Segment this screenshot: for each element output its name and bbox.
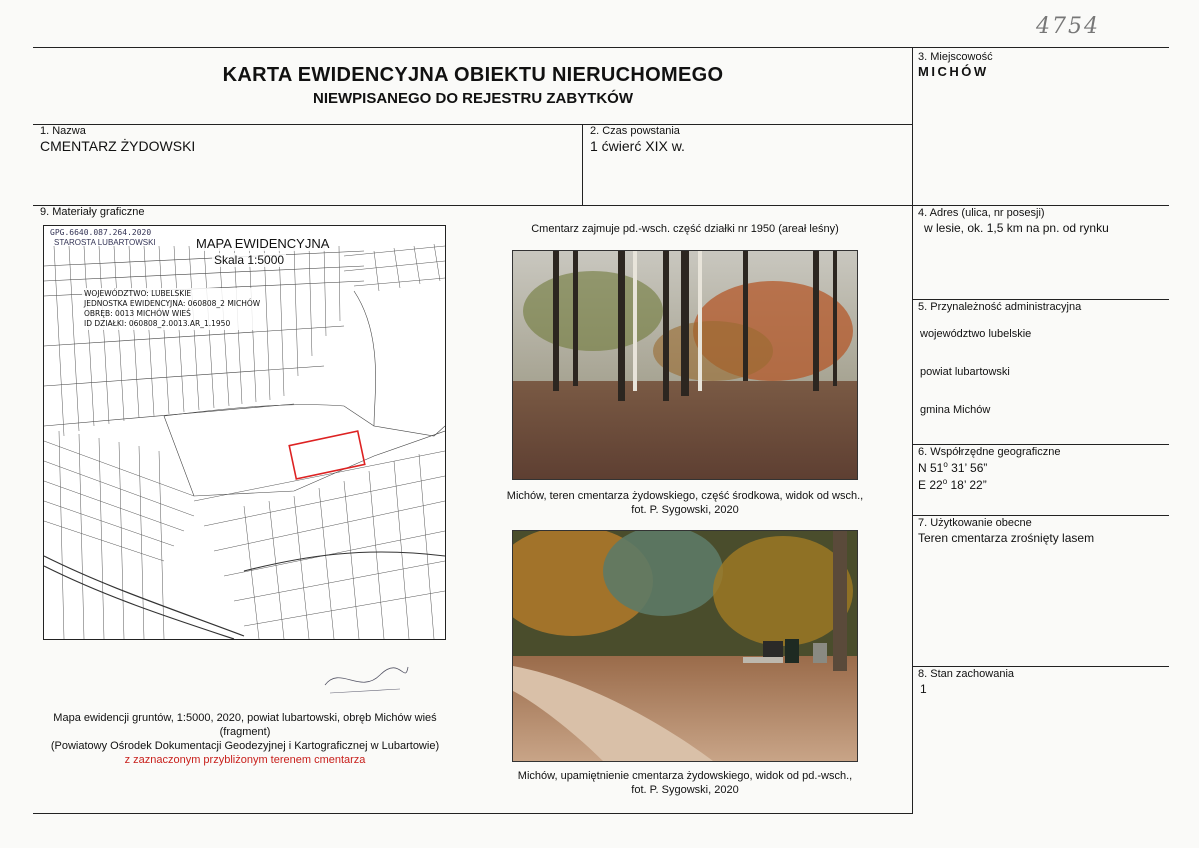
frame-right-column-divider [912,47,913,814]
map-stamp-number: GPG.6640.087.264.2020 [50,228,152,237]
map-caption-line1: Mapa ewidencji gruntów, 1:5000, 2020, powiat lubartowski, obręb Michów wieś [53,712,437,724]
map-caption-line4: z zaznaczonym przybliżonym terenem cmentarza [124,754,366,766]
photo-top-caption-line1: Michów, teren cmentarza żydowskiego, część środkowa, widok od wsch., [506,490,864,502]
miejscowosc-label: 3. Miejscowość [918,51,993,63]
wspolrzedne-label: 6. Współrzędne geograficzne [918,446,1061,458]
map-info-line: ID DZIAŁKI: 060808_2.0013.AR_1.1950 [84,319,231,328]
stan-label: 8. Stan zachowania [918,668,1015,680]
frame-line-after-names [33,205,1169,206]
adres-label: 4. Adres (ulica, nr posesji) [918,207,1045,219]
map-caption-line3: (Powiatowy Ośrodek Dokumentacji Geodezyjnej i Kartograficznej w Lubartowie) [50,740,440,752]
latitude-prefix: N 51 [918,461,944,475]
official-stamp [320,655,410,700]
map-caption-line2: (fragment) [219,726,271,738]
gmina-value: gmina Michów [920,404,991,416]
photo-top-caption-line2: fot. P. Sygowski, 2020 [631,504,739,516]
map-caption [40,711,450,767]
photo-bottom-caption-line2: fot. P. Sygowski, 2020 [631,784,739,796]
adres-value: w lesie, ok. 1,5 km na pn. od rynku [924,221,1109,235]
frame-bottom-line [33,813,913,814]
frame-top-line [33,47,1169,48]
map-office: STAROSTA LUBARTOWSKI [54,238,156,247]
photo-forest-cemetery [512,250,858,480]
sep-5 [912,299,1169,300]
photo-top-caption [490,489,880,517]
map-info-line: OBRĘB: 0013 MICHÓW WIEŚ [84,309,191,318]
sep-7 [912,515,1169,516]
page-subtitle: NIEWPISANEGO DO REJESTRU ZABYTKÓW [312,90,634,107]
map-title: MAPA EWIDENCYJNA [196,236,330,251]
latitude-value [918,460,987,475]
czas-label: 2. Czas powstania [590,125,680,137]
photo-bottom-caption-line1: Michów, upamiętnienie cmentarza żydowskiego, widok od pd.-wsch., [517,770,853,782]
miejscowosc-value: MICHÓW [918,64,989,79]
photo-memorial [512,530,858,762]
sep-6 [912,444,1169,445]
handwritten-number: 4754 [1036,14,1100,39]
longitude-prefix: E 22 [918,478,943,492]
przynaleznosc-label: 5. Przynależność administracyjna [918,301,1082,313]
powiat-value: powiat lubartowski [920,366,1010,378]
latitude-degree: o [943,460,948,469]
map-info-line: JEDNOSTKA EWIDENCYJNA: 060808_2 MICHÓW [84,299,261,308]
map-info-line: WOJEWÓDZTWO: LUBELSKIE [84,289,192,298]
page-title: KARTA EWIDENCYJNA OBIEKTU NIERUCHOMEGO [222,64,724,86]
nazwa-value: CMENTARZ ŻYDOWSKI [40,138,196,154]
frame-line-after-title [33,124,913,125]
nazwa-label: 1. Nazwa [40,125,86,137]
map-info-box [82,288,262,330]
photo-top-header-caption: Cmentarz zajmuje pd.-wsch. część działki nr 1950 (areał leśny) [531,223,839,235]
longitude-degree: o [942,477,948,486]
latitude-rest: 31’ 56” [947,461,988,475]
wojewodztwo-value: województwo lubelskie [920,328,1032,340]
frame-divider-name-time [582,124,583,206]
longitude-value [918,477,987,492]
sep-8 [912,666,1169,667]
cadastral-map [43,225,446,640]
map-scale: Skala 1:5000 [214,253,285,267]
photo-bottom-caption [490,769,880,797]
uzytkowanie-label: 7. Użytkowanie obecne [918,517,1032,529]
longitude-rest: 18’ 22” [947,478,987,492]
stan-value: 1 [920,682,927,696]
materialy-label: 9. Materiały graficzne [40,206,145,218]
uzytkowanie-value: Teren cmentarza zrośnięty lasem [918,531,1095,545]
czas-value: 1 ćwierć XIX w. [590,138,685,154]
